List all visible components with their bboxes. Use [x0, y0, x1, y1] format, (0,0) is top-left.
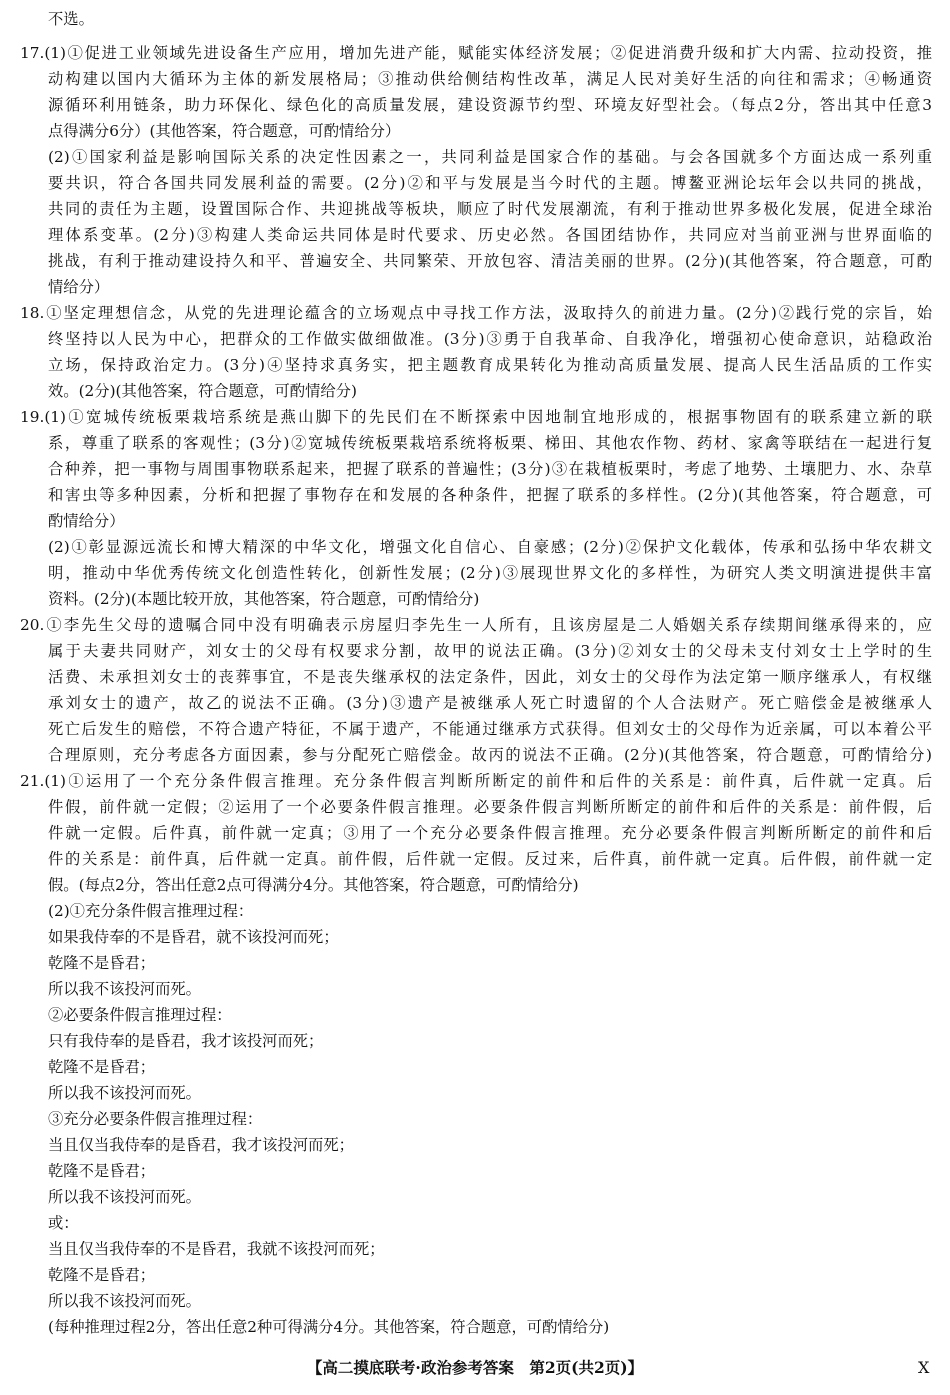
text-line: 21.(1)①运用了一个充分条件假言推理。充分条件假言判断所断定的前件和后件的关系是：前件真，后件就一定真。后: [20, 772, 932, 790]
text-line: 效。(2分)(其他答案，符合题意，可酌情给分): [48, 382, 357, 400]
text-line: 理体系变革。(2分)③构建人类命运共同体是时代要求、历史必然。各国团结协作，共同应对当前亚洲与世界面临的: [48, 226, 932, 244]
text-line: 情给分）: [48, 278, 110, 296]
text-line: 明，推动中华优秀传统文化创造性转化，创新性发展；(2分)③展现世界文化的多样性，为研究人类文明演进提供丰富: [48, 564, 932, 582]
text-line: 点得满分6分）(其他答案，符合题意，可酌情给分）: [48, 122, 401, 140]
text-line: 共同的责任为主题，设置国际合作、共迎挑战等板块，顺应了时代发展潮流，有利于推动世界多极化发展，促进全球治: [48, 200, 932, 218]
text-line: 立场，保持政治定力。(3分)④坚持求真务实，把主题教育成果转化为推动高质量发展、提高人民生活品质的工作实: [48, 356, 932, 374]
page-mark: X: [918, 1358, 930, 1377]
text-line: 合种养，把一事物与周围事物联系起来，把握了联系的普遍性；(3分)③在栽植板栗时，考虑了地势、土壤肥力、水、杂草: [48, 460, 932, 478]
text-line: 如果我侍奉的不是昏君，就不该投河而死；: [48, 928, 339, 946]
text-line: 件的关系是：前件真，后件就一定真。前件假，后件就一定假。反过来，后件真，前件就一定真。后件假，前件就一定: [48, 850, 932, 868]
text-line: 所以我不该投河而死。: [48, 980, 201, 998]
text-line: 属于夫妻共同财产，刘女士的父母有权要求分割，故甲的说法正确。(3分)②刘女士的父母未支付刘女士上学时的生: [48, 642, 932, 660]
text-line: 只有我侍奉的是昏君，我才该投河而死；: [48, 1032, 324, 1050]
text-line: 活费、未承担刘女士的丧葬事宜，不是丧失继承权的法定条件，因此，刘女士的父母作为法定第一顺序继承人，有权继: [48, 668, 932, 686]
text-line: 终坚持以人民为中心，把群众的工作做实做细做准。(3分)③勇于自我革命、自我净化，增强初心使命意识，站稳政治: [48, 330, 932, 348]
text-line: (2)①国家利益是影响国际关系的决定性因素之一，共同利益是国家合作的基础。与会各国就多个方面达成一系列重: [48, 148, 932, 166]
text-line: 死亡后发生的赔偿，不符合遗产特征，不属于遗产，不能通过继承方式获得。但刘女士的父母作为近亲属，可以本着公平: [48, 720, 932, 738]
text-line: 17.(1)①促进工业领域先进设备生产应用，增加先进产能，赋能实体经济发展；②促进消费升级和扩大内需、拉动投资，推: [20, 44, 932, 62]
text-line: 当且仅当我侍奉的是昏君，我才该投河而死；: [48, 1136, 354, 1154]
text-line: 假。(每点2分，答出任意2点可得满分4分。其他答案，符合题意，可酌情给分): [48, 876, 579, 894]
text-line: (2)①彰显源远流长和博大精深的中华文化，增强文化自信心、自豪感；(2分)②保护文化载体，传承和弘扬中华农耕文: [48, 538, 932, 556]
text-line: 合理原则，充分考虑各方面因素，参与分配死亡赔偿金。故丙的说法不正确。(2分)(其他答案，符合题意，可酌情给分): [48, 746, 932, 764]
text-line: 动构建以国内大循环为主体的新发展格局；③推动供给侧结构性改革，满足人民对美好生活的向往和需求；④畅通资: [48, 70, 932, 88]
text-line: 或：: [48, 1214, 79, 1232]
text-line: ③充分必要条件假言推理过程：: [48, 1110, 263, 1128]
text-line: 酌情给分）: [48, 512, 125, 530]
text-line: 当且仅当我侍奉的不是昏君，我就不该投河而死；: [48, 1240, 385, 1258]
text-line: 乾隆不是昏君；: [48, 1058, 156, 1076]
text-line: 所以我不该投河而死。: [48, 1292, 201, 1310]
text-line: 和害虫等多种因素，分析和把握了事物存在和发展的各种条件，把握了联系的多样性。(2分)(其他答案，符合题意，可: [48, 486, 932, 504]
text-line: 不选。: [48, 10, 94, 28]
text-line: 件就一定假。后件真，前件就一定真；③用了一个充分必要条件假言推理。充分必要条件假言判断所断定的前件和后: [48, 824, 932, 842]
text-line: 19.(1)①宽城传统板栗栽培系统是燕山脚下的先民们在不断探索中因地制宜地形成的，根据事物固有的联系建立新的联: [20, 408, 932, 426]
text-line: (2)①充分条件假言推理过程：: [48, 902, 254, 920]
text-line: 乾隆不是昏君；: [48, 1266, 156, 1284]
text-line: (每种推理过程2分，答出任意2种可得满分4分。其他答案，符合题意，可酌情给分): [48, 1318, 610, 1336]
text-line: 所以我不该投河而死。: [48, 1084, 201, 1102]
text-line: ②必要条件假言推理过程：: [48, 1006, 232, 1024]
text-line: 挑战，有利于推动建设持久和平、普遍安全、共同繁荣、开放包容、清洁美丽的世界。(2分)(其他答案，符合题意，可酌: [48, 252, 932, 270]
text-line: 要共识，符合各国共同发展利益的需要。(2分)②和平与发展是当今时代的主题。博鳌亚洲论坛年会以共同的挑战，: [48, 174, 932, 192]
text-line: 乾隆不是昏君；: [48, 954, 156, 972]
text-line: 件假，前件就一定假；②运用了一个必要条件假言推理。必要条件假言判断所断定的前件和后件的关系是：前件假，后: [48, 798, 932, 816]
text-line: 承刘女士的遗产，故乙的说法不正确。(3分)③遗产是被继承人死亡时遗留的个人合法财产。死亡赔偿金是被继承人: [48, 694, 932, 712]
text-line: 资料。(2分)(本题比较开放，其他答案，符合题意，可酌情给分): [48, 590, 480, 608]
text-line: 18.①坚定理想信念，从党的先进理论蕴含的立场观点中寻找工作方法，汲取持久的前进力量。(2分)②践行党的宗旨，始: [20, 304, 932, 322]
page-footer: 【高二摸底联考·政治参考答案 第2页(共2页)】: [306, 1358, 644, 1377]
text-line: 所以我不该投河而死。: [48, 1188, 201, 1206]
text-line: 20.①李先生父母的遗嘱合同中没有明确表示房屋归李先生一人所有，且该房屋是二人婚姻关系存续期间继承得来的，应: [20, 616, 932, 634]
text-line: 源循环利用链条，助力环保化、绿色化的高质量发展，建设资源节约型、环境友好型社会。（每点2分，答出其中任意3: [48, 96, 932, 114]
text-line: 乾隆不是昏君；: [48, 1162, 156, 1180]
text-line: 系，尊重了联系的客观性；(3分)②宽城传统板栗栽培系统将板栗、梯田、其他农作物、药材、家禽等联结在一起进行复: [48, 434, 932, 452]
